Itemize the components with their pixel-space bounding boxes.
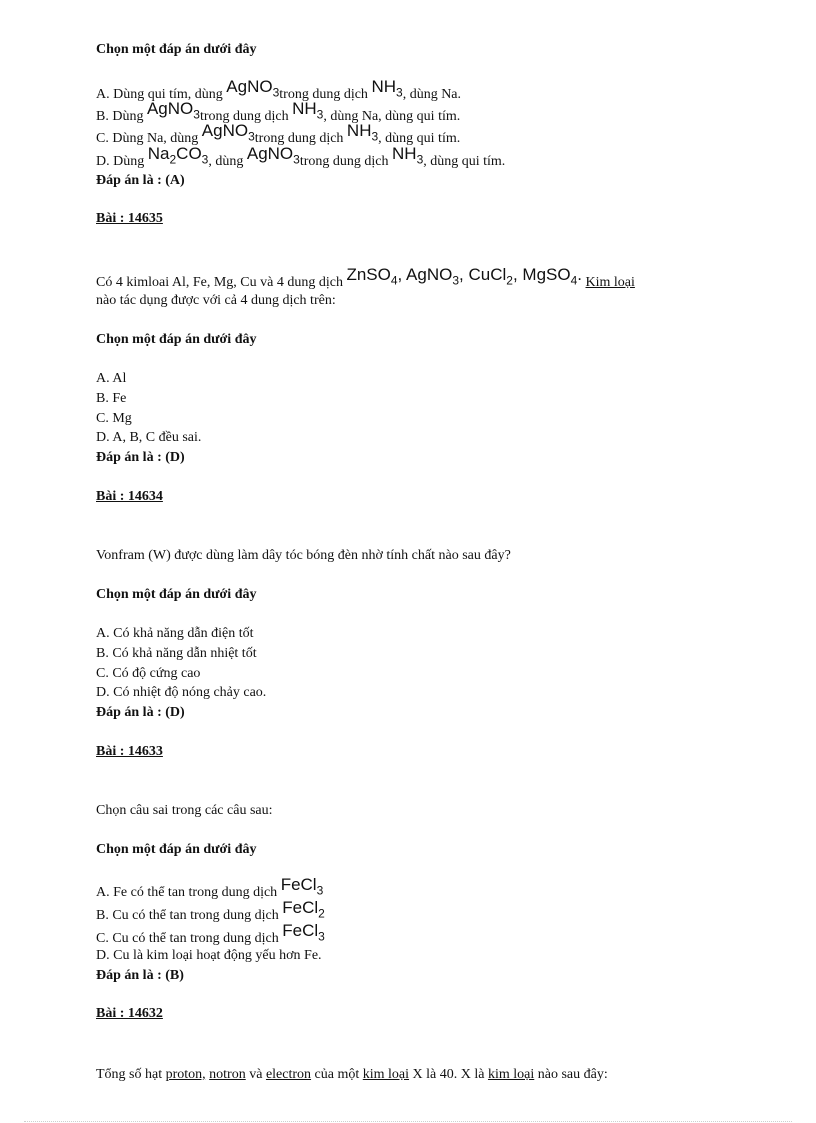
q2-option-b[interactable]: B. Fe [96, 391, 127, 406]
q2-text-line2: nào tác dụng được với cả 4 dung dịch trên: [96, 293, 336, 308]
kim-loai-link[interactable]: kim loại [487, 1067, 535, 1082]
formula-fecl2: FeCl$_2$ [282, 898, 325, 921]
formula-agno3: AgNO$_3$ [146, 99, 200, 122]
q3-option-d[interactable]: D. Có nhiệt độ nóng chảy cao. [96, 685, 267, 700]
formula-nh3: $NH_3$ [346, 121, 379, 144]
formula-nh3: $NH_3$ [292, 99, 324, 122]
formula-agno3: AgNO$_3$ [226, 77, 280, 100]
q4-option-d[interactable]: D. Cu là kim loại hoạt động yếu hơn Fe. [96, 948, 322, 963]
q5-text: Tổng số hạt proton, notron và electron của một kim loại X là 40. X là kim loại nào sau đây: [96, 1067, 608, 1082]
choose-label: Chọn một đáp án dưới đây [96, 842, 257, 857]
q2-answer: Đáp án là : (D) [96, 450, 185, 465]
kim-loai-link[interactable]: kim loại [362, 1067, 410, 1082]
q3-option-a[interactable]: A. Có khả năng dẫn điện tốt [96, 626, 254, 641]
choose-label: Chọn một đáp án dưới đây [96, 587, 257, 602]
q4-title: Bài : 14633 [96, 744, 163, 759]
q1-option-a[interactable]: A. Dùng qui tím, dùng AgNO$_3$trong dung dịch $NH_3$, dùng Na. [96, 77, 462, 102]
q4-answer: Đáp án là : (B) [96, 968, 184, 983]
formula-agno3: AgNO$_3$ [246, 144, 300, 167]
q2-title: Bài : 14635 [96, 211, 163, 226]
q5-title: Bài : 14632 [96, 1006, 163, 1021]
q3-answer: Đáp án là : (D) [96, 705, 185, 720]
q3-title: Bài : 14634 [96, 489, 163, 504]
q4-option-c[interactable]: C. Cu có thể tan trong dung dịch FeCl$_3$ [96, 921, 325, 946]
q1-option-b[interactable]: B. Dùng AgNO$_3$trong dung dịch $NH_3$, dùng Na, dùng qui tím. [96, 99, 461, 124]
q3-option-b[interactable]: B. Có khả năng dẫn nhiệt tốt [96, 646, 257, 661]
q3-option-c[interactable]: C. Có độ cứng cao [96, 666, 201, 681]
formula-nh3: $NH_3$ [392, 144, 424, 167]
proton-link[interactable]: proton, [165, 1067, 206, 1082]
q1-option-c[interactable]: C. Dùng Na, dùng AgNO$_3$trong dung dịch $NH_3$, dùng qui tím. [96, 121, 461, 146]
q4-text: Chọn câu sai trong các câu sau: [96, 803, 273, 818]
formula-na2co3: $Na_2CO_3$ [147, 144, 209, 167]
q4-option-b[interactable]: B. Cu có thể tan trong dung dịch FeCl$_2$ [96, 898, 325, 923]
formula-nh3: $NH_3$ [371, 77, 403, 100]
notron-link[interactable]: notron [209, 1067, 246, 1082]
q2-option-a[interactable]: A. Al [96, 371, 127, 386]
formula-fecl3: FeCl$_3$ [282, 921, 325, 944]
choose-label: Chọn một đáp án dưới đây [96, 42, 257, 57]
kim-loai-link[interactable]: Kim loại [585, 275, 635, 290]
q2-text-line1: Có 4 kimloai Al, Fe, Mg, Cu và 4 dung dịch ZnSO$_4$, AgNO$_3$, CuCl$_2$, MgSO$_4$. Kim loại [96, 265, 635, 290]
q1-answer: Đáp án là : (A) [96, 173, 185, 188]
formula-list: ZnSO$_4$, AgNO$_3$, CuCl$_2$, MgSO$_4$. [346, 265, 583, 288]
q4-option-a[interactable]: A. Fe có thể tan trong dung dịch FeCl$_3$ [96, 875, 324, 900]
formula-agno3: AgNO$_3$ [201, 121, 255, 144]
q2-option-d[interactable]: D. A, B, C đều sai. [96, 430, 202, 445]
q2-option-c[interactable]: C. Mg [96, 411, 132, 426]
choose-label: Chọn một đáp án dưới đây [96, 332, 257, 347]
page-bottom-rule [24, 1121, 792, 1122]
q1-option-d[interactable]: D. Dùng $Na_2CO_3$, dùng AgNO$_3$trong dung dịch $NH_3$, dùng qui tím. [96, 144, 506, 169]
formula-fecl3: FeCl$_3$ [280, 875, 324, 898]
q3-text: Vonfram (W) được dùng làm dây tóc bóng đèn nhờ tính chất nào sau đây? [96, 548, 511, 563]
electron-link[interactable]: electron [265, 1067, 312, 1082]
